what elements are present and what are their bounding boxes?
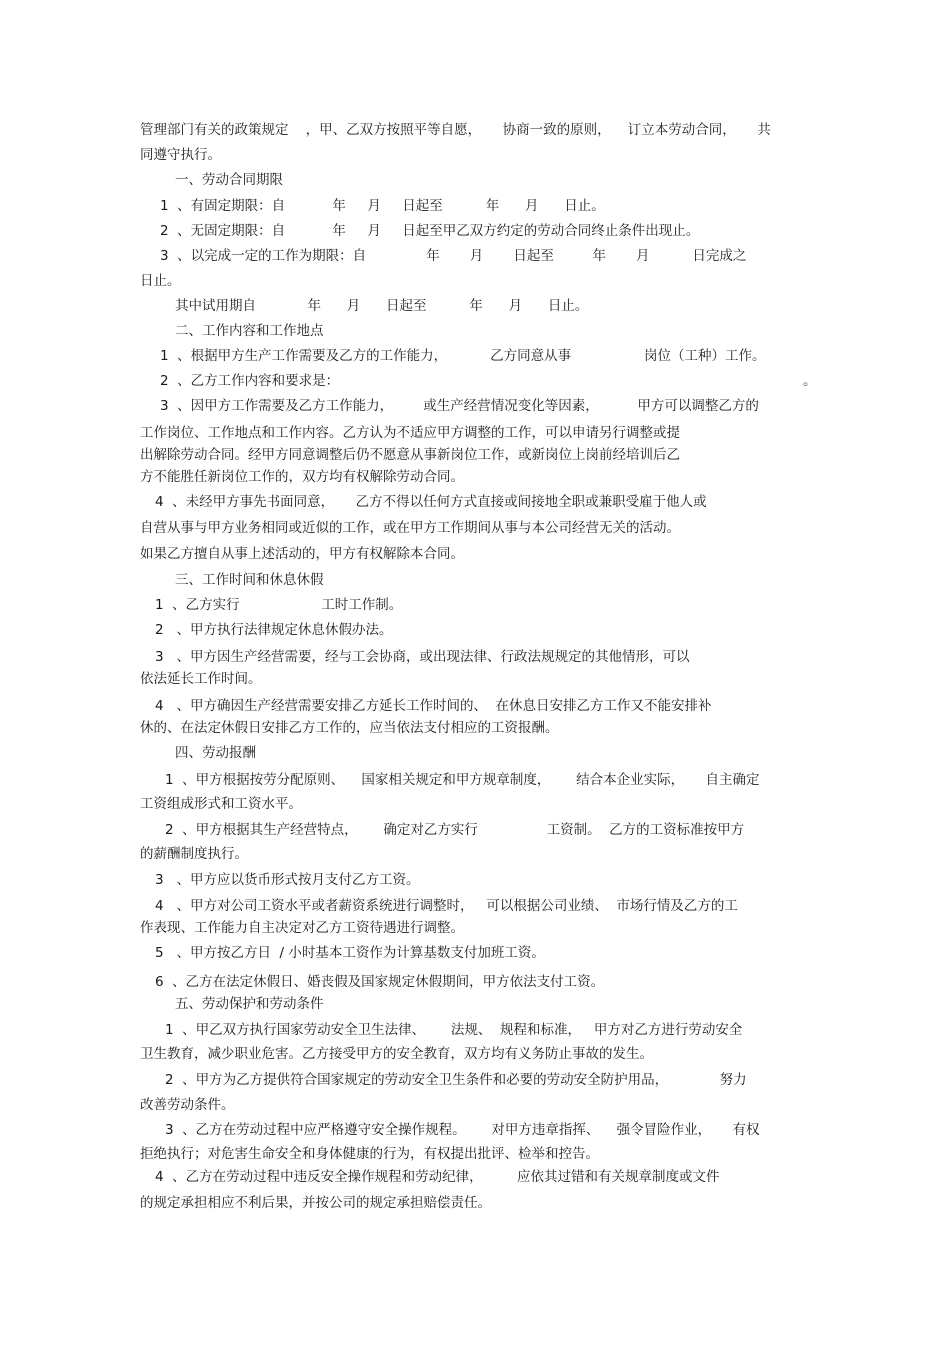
text-line: 的规定承担相应不利后果，并按公司的规定承担赔偿责任。 — [140, 1195, 491, 1211]
text-line: 1 、甲乙双方执行国家劳动安全卫生法律、 法规、 规程和标准， 甲方对乙方进行劳动安全 — [165, 1022, 743, 1038]
text-line: 4 、甲方对公司工资水平或者薪资系统进行调整时， 可以根据公司业绩、 市场行情及乙方的工 — [155, 898, 738, 914]
text-line: 管理部门有关的政策规定 ，甲、乙双方按照平等自愿， 协商一致的原则， 订立本劳动合同， 共 — [140, 122, 771, 138]
text-line: 自营从事与甲方业务相同或近似的工作，或在甲方工作期间从事与本公司经营无关的活动。 — [140, 520, 680, 536]
text-line: 卫生教育，减少职业危害。乙方接受甲方的安全教育，双方均有义务防止事故的发生。 — [140, 1046, 653, 1062]
text-line: 作表现、工作能力自主决定对乙方工资待遇进行调整。 — [140, 920, 464, 936]
text-line: 改善劳动条件。 — [140, 1097, 235, 1113]
text-line: 3 、乙方在劳动过程中应严格遵守安全操作规程。 对甲方违章指挥、 强令冒险作业， 有权 — [165, 1122, 760, 1138]
section-heading: 二、工作内容和工作地点 — [175, 323, 324, 339]
text-line: 依法延长工作时间。 — [140, 671, 262, 687]
text-line: 的薪酬制度执行。 — [140, 846, 248, 862]
text-line: 3 、因甲方工作需要及乙方工作能力， 或生产经营情况变化等因素， 甲方可以调整乙方的 — [160, 398, 759, 414]
text-line: 5 、甲方按乙方日 / 小时基本工资作为计算基数支付加班工资。 — [155, 945, 545, 961]
section-heading: 一、劳动合同期限 — [175, 172, 283, 188]
text-line: 2 、甲方根据其生产经营特点， 确定对乙方实行 工资制。 乙方的工资标准按甲方 — [165, 822, 745, 838]
text-line: 工资组成形式和工资水平。 — [140, 796, 302, 812]
text-line: 同遵守执行。 — [140, 147, 221, 163]
section-heading: 五、劳动保护和劳动条件 — [175, 996, 324, 1012]
text-line: 1 、甲方根据按劳分配原则、 国家相关规定和甲方规章制度， 结合本企业实际， 自主确定 — [165, 772, 760, 788]
text-line: 3 、甲方因生产经营需要，经与工会协商，或出现法律、行政法规规定的其他情形，可以 — [155, 649, 690, 665]
text-line: 1 、根据甲方生产工作需要及乙方的工作能力， 乙方同意从事 岗位（工种）工作。 — [160, 348, 766, 364]
text-line: 休的、在法定休假日安排乙方工作的，应当依法支付相应的工资报酬。 — [140, 720, 559, 736]
text-line: 拒绝执行；对危害生命安全和身体健康的行为，有权提出批评、检举和控告。 — [140, 1146, 599, 1162]
section-heading: 四、劳动报酬 — [175, 745, 256, 761]
text-line: 其中试用期自 年 月 日起至 年 月 日止。 — [175, 298, 589, 314]
text-line: 2 、甲方为乙方提供符合国家规定的劳动安全卫生条件和必要的劳动安全防护用品， 努力 — [165, 1072, 747, 1088]
text-line: 出解除劳动合同。经甲方同意调整后仍不愿意从事新岗位工作，或新岗位上岗前经培训后乙 — [140, 447, 680, 463]
text-line: 2 、无固定期限：自 年 月 日起至甲乙双方约定的劳动合同终止条件出现止。 — [160, 223, 700, 239]
text-line: 4 、乙方在劳动过程中违反安全操作规程和劳动纪律， 应依其过错和有关规章制度或文件 — [155, 1169, 720, 1185]
text-line: 3 、甲方应以货币形式按月支付乙方工资。 — [155, 872, 420, 888]
text-line: 日止。 — [140, 273, 181, 289]
text-line: 方不能胜任新岗位工作的，双方均有权解除劳动合同。 — [140, 469, 464, 485]
text-line: 2 、乙方工作内容和要求是： — [160, 373, 340, 389]
text-line: 4 、未经甲方事先书面同意， 乙方不得以任何方式直接或间接地全职或兼职受雇于他人或 — [155, 494, 707, 510]
text-line: 1 、乙方实行 工时工作制。 — [155, 597, 403, 613]
text-line: 1 、有固定期限：自 年 月 日起至 年 月 日止。 — [160, 198, 605, 214]
stray-punctuation: 。 — [803, 373, 817, 389]
text-line: 3 、以完成一定的工作为期限：自 年 月 日起至 年 月 日完成之 — [160, 248, 747, 264]
text-line: 2 、甲方执行法律规定休息休假办法。 — [155, 622, 393, 638]
text-line: 4 、甲方确因生产经营需要安排乙方延长工作时间的、 在休息日安排乙方工作又不能安排补 — [155, 698, 712, 714]
text-line: 6 、乙方在法定休假日、婚丧假及国家规定休假期间，甲方依法支付工资。 — [155, 974, 605, 990]
text-line: 如果乙方擅自从事上述活动的，甲方有权解除本合同。 — [140, 546, 464, 562]
text-line: 工作岗位、工作地点和工作内容。乙方认为不适应甲方调整的工作，可以申请另行调整或提 — [140, 425, 680, 441]
section-heading: 三、工作时间和休息休假 — [175, 572, 324, 588]
